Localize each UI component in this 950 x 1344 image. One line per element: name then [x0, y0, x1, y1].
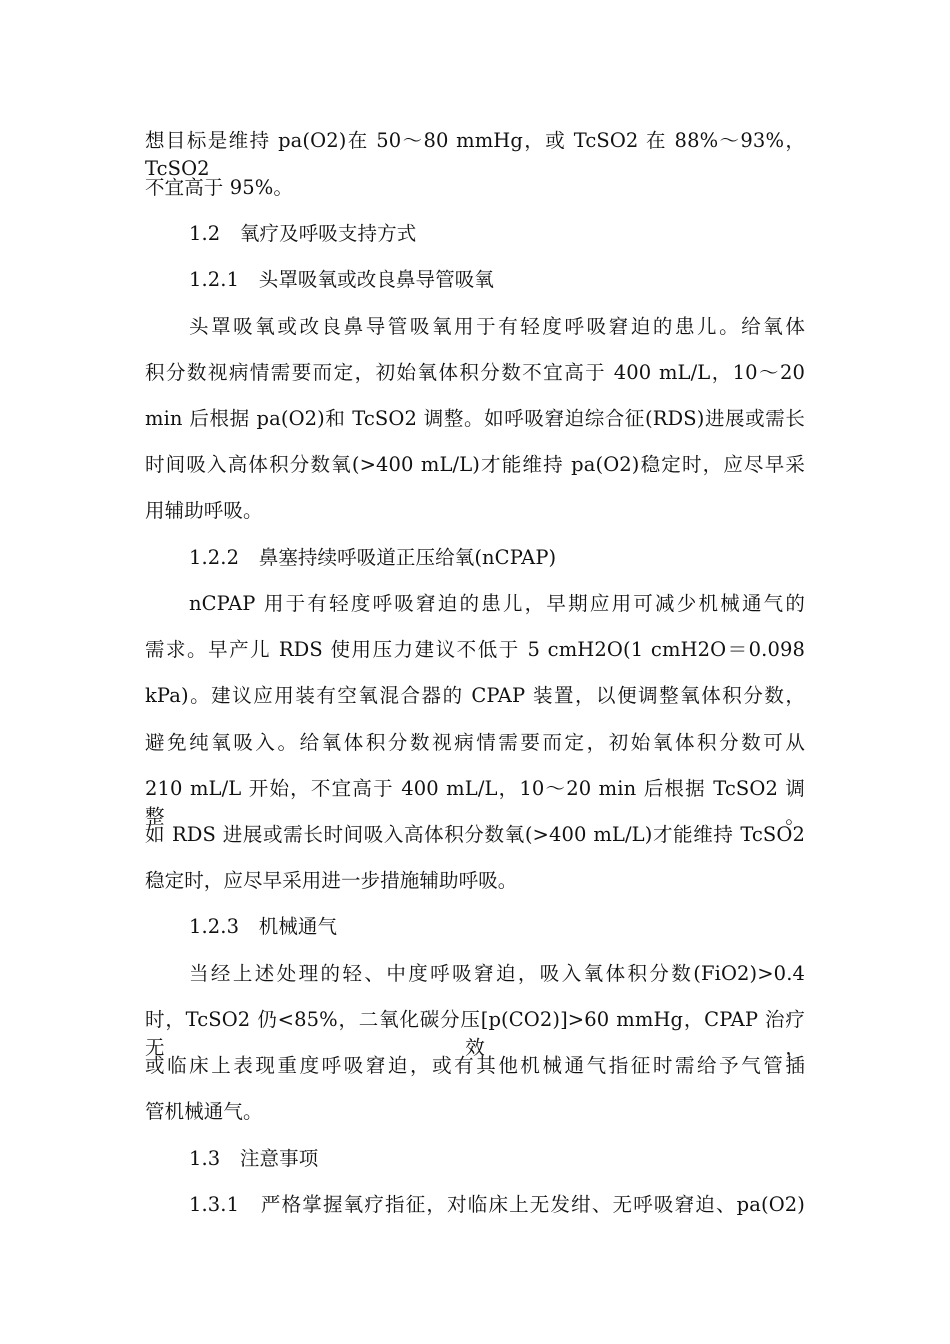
paragraph-line: 当经上述处理的轻、中度呼吸窘迫，吸入氧体积分数(FiO2)>0.4: [189, 962, 805, 985]
section-heading: 1.3 注意事项: [189, 1147, 319, 1170]
paragraph-line: 不宜高于 95%。: [145, 176, 293, 199]
subsection-heading: 1.3.1 严格掌握氧疗指征，对临床上无发绀、无呼吸窘迫、pa(O2): [189, 1193, 805, 1216]
paragraph-line: 积分数视病情需要而定，初始氧体积分数不宜高于 400 mL/L，10～20: [145, 361, 805, 384]
paragraph-line: 需求。早产儿 RDS 使用压力建议不低于 5 cmH2O(1 cmH2O＝0.098: [145, 638, 805, 661]
paragraph-line: nCPAP 用于有轻度呼吸窘迫的患儿，早期应用可减少机械通气的: [189, 592, 805, 615]
subsection-heading: 1.2.2 鼻塞持续呼吸道正压给氧(nCPAP): [189, 546, 557, 569]
section-heading: 1.2 氧疗及呼吸支持方式: [189, 222, 417, 245]
paragraph-line: 如 RDS 进展或需长时间吸入高体积分数氧(>400 mL/L)才能维持 TcSO2: [145, 823, 805, 846]
subsection-heading: 1.2.3 机械通气: [189, 915, 338, 938]
paragraph-line: 避免纯氧吸入。给氧体积分数视病情需要而定，初始氧体积分数可从: [145, 731, 805, 754]
paragraph-line: 或临床上表现重度呼吸窘迫，或有其他机械通气指征时需给予气管插: [145, 1054, 805, 1077]
paragraph-line: 时间吸入高体积分数氧(>400 mL/L)才能维持 pa(O2)稳定时，应尽早采: [145, 453, 805, 476]
paragraph-line: 头罩吸氧或改良鼻导管吸氧用于有轻度呼吸窘迫的患儿。给氧体: [189, 315, 805, 338]
paragraph-line: 用辅助呼吸。: [145, 499, 263, 522]
paragraph-line: min 后根据 pa(O2)和 TcSO2 调整。如呼吸窘迫综合征(RDS)进展或需长: [145, 407, 805, 430]
subsection-heading: 1.2.1 头罩吸氧或改良鼻导管吸氧: [189, 268, 494, 291]
paragraph-line: 想目标是维持 pa(O2)在 50～80 mmHg，或 TcSO2 在 88%～93%，TcSO2: [145, 129, 805, 180]
paragraph-line: 稳定时，应尽早采用进一步措施辅助呼吸。: [145, 869, 518, 892]
paragraph-line: kPa)。建议应用装有空氧混合器的 CPAP 装置，以便调整氧体积分数，: [145, 684, 805, 707]
paragraph-line: 管机械通气。: [145, 1100, 263, 1123]
paragraph-line: 210 mL/L 开始，不宜高于 400 mL/L，10～20 min 后根据 TcSO2 调整。: [145, 777, 805, 828]
paragraph-line: 时，TcSO2 仍<85%，二氧化碳分压[p(CO2)]>60 mmHg，CPAP 治疗无效，: [145, 1008, 805, 1059]
